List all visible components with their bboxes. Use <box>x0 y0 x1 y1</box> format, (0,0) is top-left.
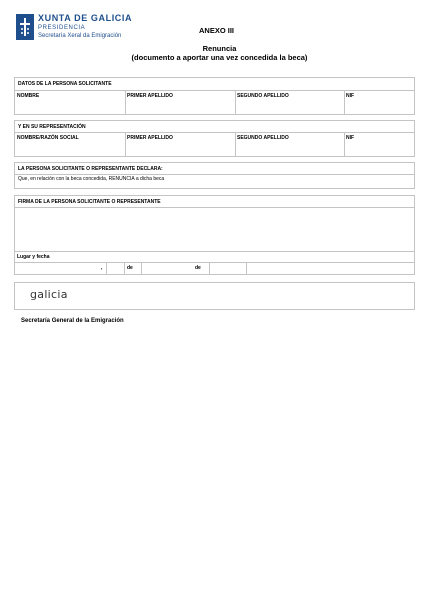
de-label-1: de <box>127 265 133 271</box>
applicant-name-input[interactable] <box>16 100 124 113</box>
signature-section-title: FIRMA DE LA PERSONA SOLICITANTE O REPRESENTANTE <box>18 199 161 205</box>
representative-name-label: NOMBRE/RAZÓN SOCIAL <box>17 135 79 141</box>
declaration-text: Que, en relación con la beca concedida, RENUNCIA a dicha beca <box>18 176 165 182</box>
logo-title: XUNTA DE GALICIA <box>38 13 133 23</box>
place-date-label: Lugar y fecha <box>17 254 50 260</box>
representative-nif-input[interactable] <box>345 142 413 155</box>
representative-nif-label: NIF <box>346 135 355 141</box>
representative-surname1-label: PRIMER APELLIDO <box>127 135 173 141</box>
year-input[interactable] <box>210 263 246 274</box>
representative-surname2-input[interactable] <box>236 142 343 155</box>
applicant-name-label: NOMBRE <box>17 93 40 99</box>
cross-icon <box>20 18 30 36</box>
galicia-brand-box <box>14 282 415 310</box>
logo-subtitle-presidencia: PRESIDENCIA <box>38 25 86 31</box>
document-subtitle: (documento a aportar una vez concedida la beca) <box>131 53 308 62</box>
divider <box>124 262 125 274</box>
applicant-nif-label: NIF <box>346 93 355 99</box>
comma-separator: , <box>101 265 103 271</box>
applicant-section <box>14 77 415 115</box>
month-input[interactable] <box>142 263 192 274</box>
day-input[interactable] <box>107 263 124 274</box>
applicant-nif-input[interactable] <box>345 100 413 113</box>
representative-section-title: Y EN SU REPRESENTACIÓN <box>18 124 86 130</box>
xunta-logo-icon <box>16 14 34 40</box>
place-input[interactable] <box>16 263 103 274</box>
applicant-surname1-label: PRIMER APELLIDO <box>127 93 173 99</box>
galicia-logo: galicia <box>30 288 68 301</box>
applicant-surname1-input[interactable] <box>126 100 234 113</box>
signature-area[interactable] <box>16 208 413 251</box>
divider <box>246 262 247 274</box>
de-label-2: de <box>195 265 201 271</box>
applicant-surname2-input[interactable] <box>236 100 343 113</box>
representative-surname1-input[interactable] <box>126 142 234 155</box>
document-title: Renuncia <box>202 44 237 53</box>
applicant-section-title: DATOS DE LA PERSONA SOLICITANTE <box>18 81 112 87</box>
representative-surname2-label: SEGUNDO APELLIDO <box>237 135 289 141</box>
annex-label: ANEXO III <box>199 26 235 35</box>
divider <box>15 90 414 91</box>
footer-text: Secretaría General de la Emigración <box>21 318 124 324</box>
divider <box>15 132 414 133</box>
declaration-section <box>14 162 415 189</box>
signature-section <box>14 195 415 275</box>
representative-section <box>14 120 415 157</box>
representative-name-input[interactable] <box>16 142 124 155</box>
divider <box>15 251 414 252</box>
applicant-surname2-label: SEGUNDO APELLIDO <box>237 93 289 99</box>
logo-subtitle-secretaria: Secretaría Xeral da Emigración <box>38 33 122 39</box>
declaration-section-title: LA PERSONA SOLICITANTE O REPRESENTANTE DECLARA: <box>18 166 163 172</box>
divider <box>15 174 414 175</box>
